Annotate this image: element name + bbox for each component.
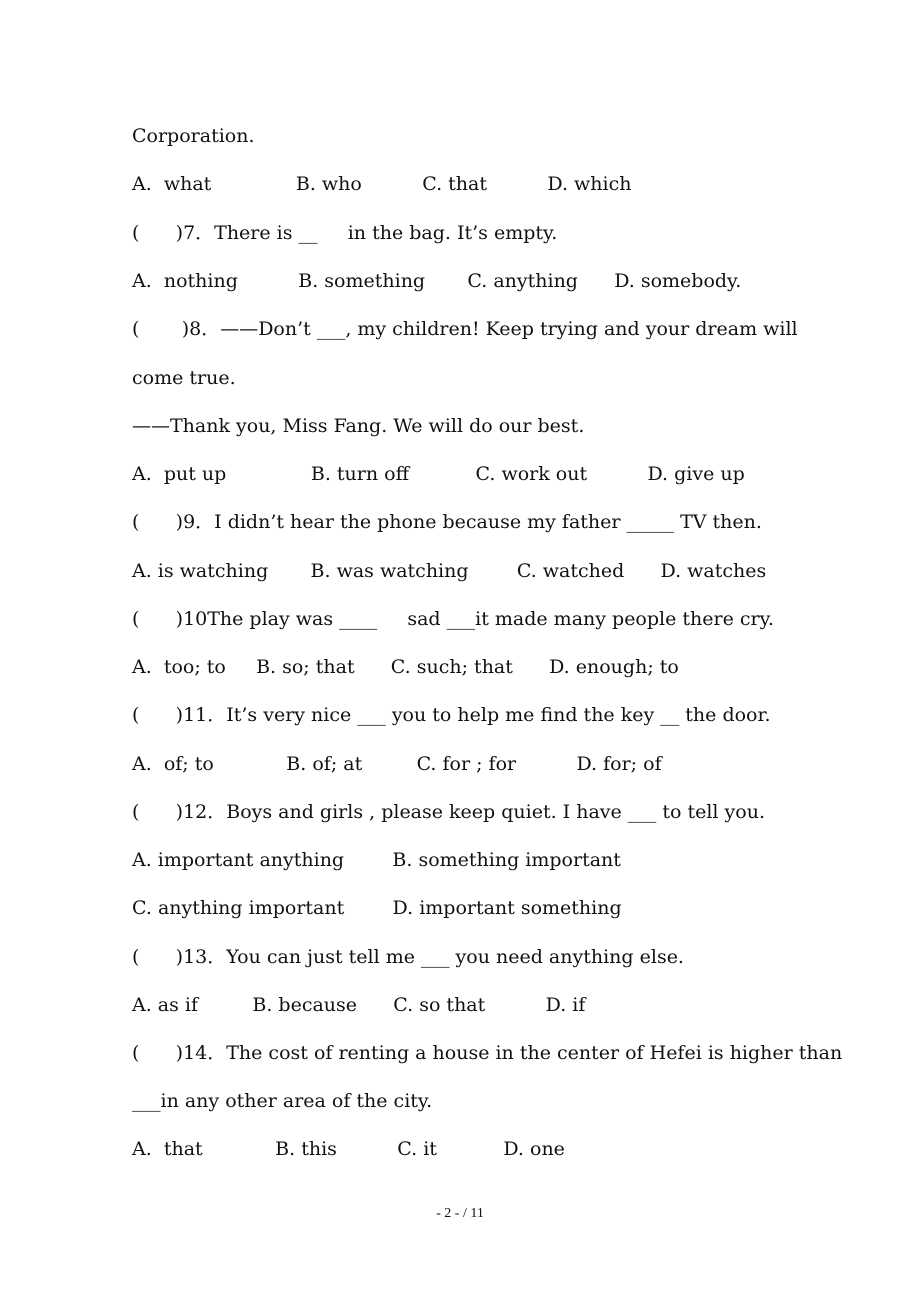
page-number: - 2 - / 11 (436, 1206, 484, 1221)
answer-options: A. what B. who C. that D. which (132, 173, 632, 195)
question-11: ( )11．It’s very nice ___ you to help me find the key __ the door. (132, 704, 771, 726)
answer-options: A. nothing B. something C. anything D. somebody. (132, 270, 742, 292)
question-12: ( )12．Boys and girls , please keep quiet. I have ___ to tell you. (132, 801, 765, 823)
question-9: ( )9．I didn’t hear the phone because my father _____ TV then. (132, 511, 762, 533)
text-line: ___in any other area of the city. (132, 1090, 433, 1112)
text-line: come true. (132, 367, 236, 389)
answer-options: C. anything important D. important something (132, 897, 622, 919)
answer-options: A. put up B. turn off C. work out D. give up (132, 463, 745, 485)
question-8: ( )8．——Don’t ___, my children! Keep trying and your dream will (132, 318, 798, 340)
text-line: ——Thank you, Miss Fang. We will do our best. (132, 415, 585, 437)
answer-options: A. as if B. because C. so that D. if (132, 994, 586, 1016)
answer-options: A. that B. this C. it D. one (132, 1138, 565, 1160)
question-7: ( )7．There is __ in the bag. It’s empty. (132, 222, 558, 244)
text-line: Corporation. (132, 125, 255, 147)
question-13: ( )13．You can just tell me ___ you need anything else. (132, 946, 684, 968)
answer-options: A. of; to B. of; at C. for ; for D. for; of (132, 753, 662, 775)
answer-options: A. too; to B. so; that C. such; that D. enough; to (132, 656, 679, 678)
answer-options: A. is watching B. was watching C. watched D. watches (132, 560, 767, 582)
answer-options: A. important anything B. something important (132, 849, 621, 871)
question-10: ( )10The play was ____ sad ___it made many people there cry. (132, 608, 774, 630)
question-14: ( )14．The cost of renting a house in the center of Hefei is higher than (132, 1042, 843, 1064)
